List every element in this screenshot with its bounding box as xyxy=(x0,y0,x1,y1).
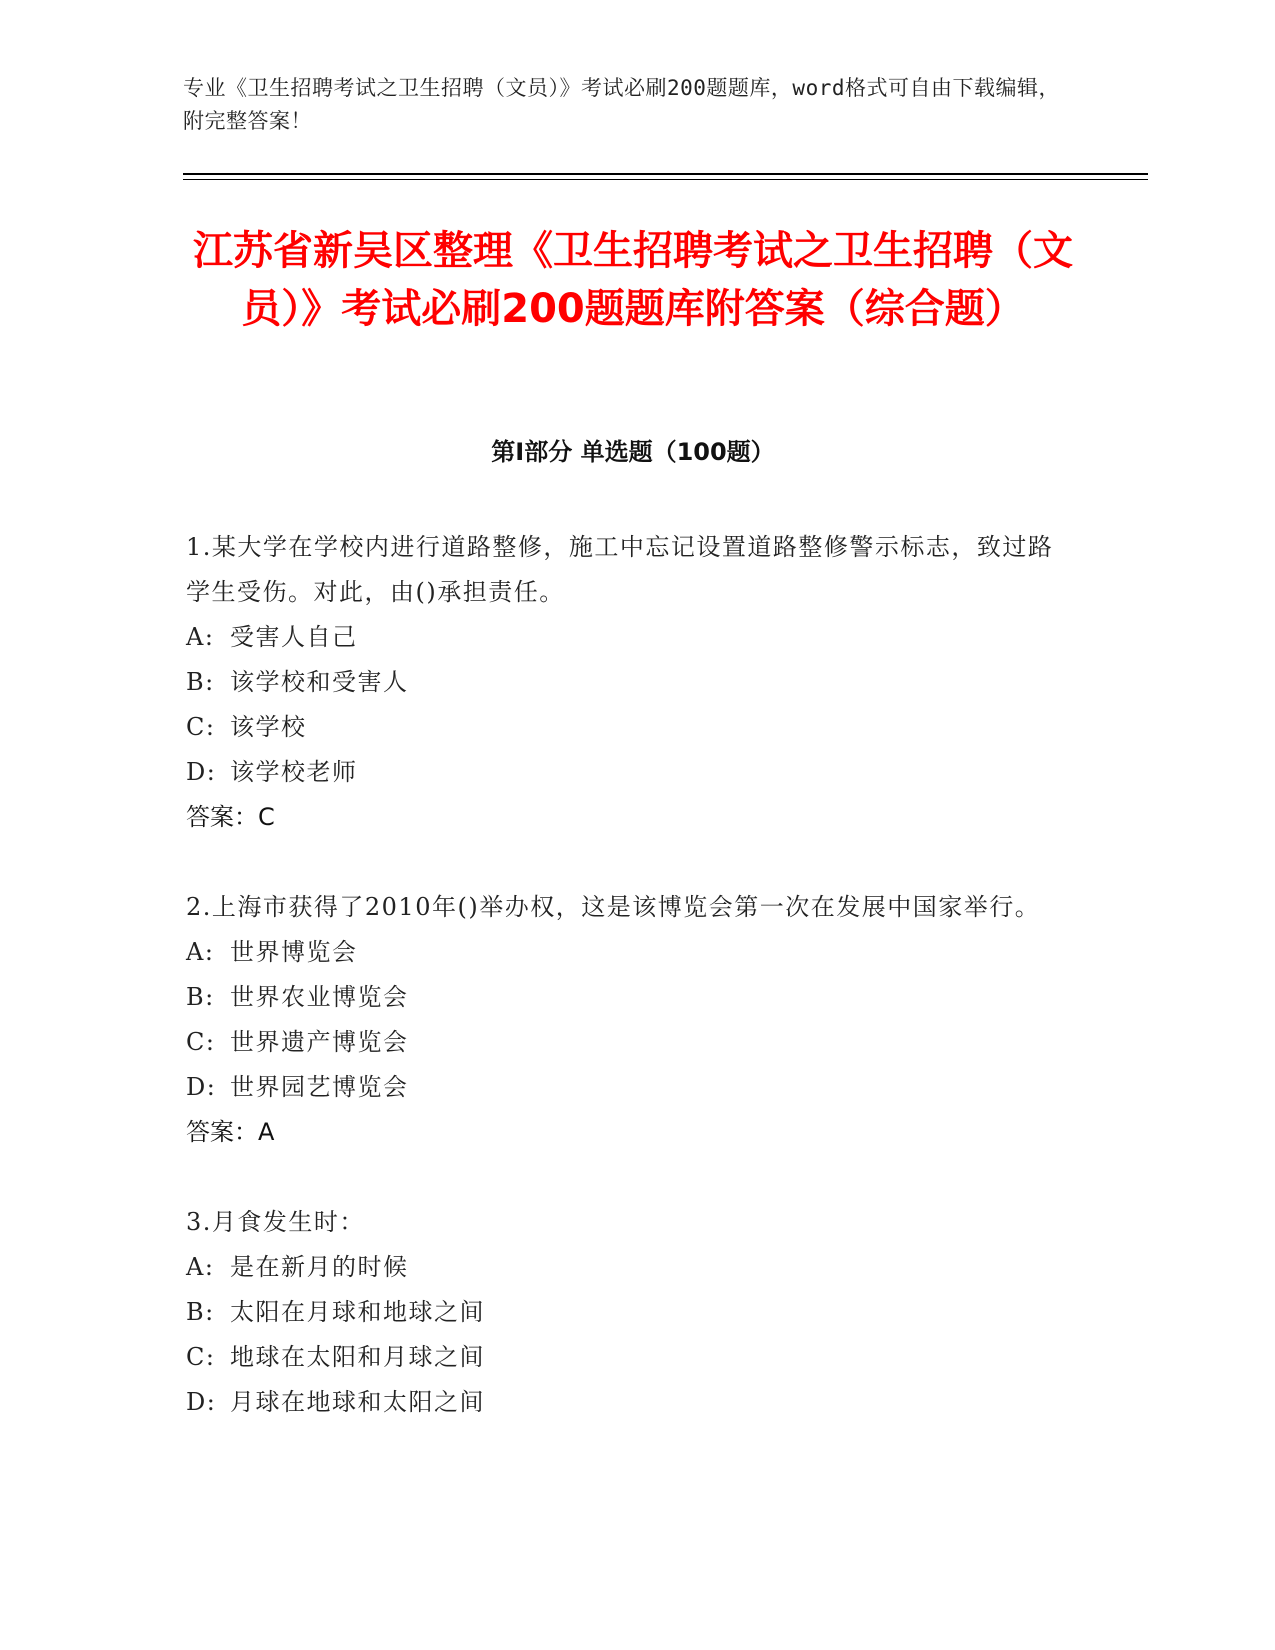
document-title: 江苏省新吴区整理《卫生招聘考试之卫生招聘（文员）》考试必刷200题题库附答案（综合题） xyxy=(193,228,1073,332)
option-d xyxy=(186,1065,1066,1110)
option-b xyxy=(186,975,1066,1020)
question-list xyxy=(186,525,1066,1470)
answer-line: 答案：C xyxy=(186,803,275,831)
option-letter: C: xyxy=(186,713,216,741)
option-text: 受害人自己 xyxy=(230,623,358,651)
option-b xyxy=(186,660,1066,705)
option-letter: B: xyxy=(186,668,215,696)
option-a xyxy=(186,615,1066,660)
question-1 xyxy=(186,525,1066,840)
option-letter: D: xyxy=(186,1388,217,1416)
option-b xyxy=(186,1290,1066,1335)
option-text: 该学校和受害人 xyxy=(230,668,409,696)
option-text: 该学校老师 xyxy=(230,758,358,786)
option-d xyxy=(186,750,1066,795)
option-text: 世界农业博览会 xyxy=(230,983,409,1011)
option-text: 是在新月的时候 xyxy=(230,1253,409,1281)
question-3 xyxy=(186,1200,1066,1425)
option-c xyxy=(186,1020,1066,1065)
option-letter: B: xyxy=(186,983,215,1011)
option-letter: A: xyxy=(186,1253,215,1281)
option-a xyxy=(186,1245,1066,1290)
question-stem: 1.某大学在学校内进行道路整修，施工中忘记设置道路整修警示标志，致过路学生受伤。对此，由()承担责任。 xyxy=(186,533,1054,606)
section-heading: 第Ⅰ部分 单选题（100题） xyxy=(491,438,775,466)
option-text: 世界遗产博览会 xyxy=(230,1028,409,1056)
option-a xyxy=(186,930,1066,975)
header-note: 专业《卫生招聘考试之卫生招聘（文员）》考试必刷200题题库，word格式可自由下载编辑，附完整答案！ xyxy=(183,76,1060,133)
option-letter: A: xyxy=(186,623,215,651)
option-letter: C: xyxy=(186,1028,216,1056)
option-text: 世界园艺博览会 xyxy=(230,1073,409,1101)
option-letter: A: xyxy=(186,938,215,966)
option-text: 太阳在月球和地球之间 xyxy=(230,1298,485,1326)
option-text: 地球在太阳和月球之间 xyxy=(230,1343,485,1371)
option-c xyxy=(186,705,1066,750)
question-stem: 2.上海市获得了2010年()举办权，这是该博览会第一次在发展中国家举行。 xyxy=(186,893,1041,921)
option-letter: C: xyxy=(186,1343,216,1371)
option-text: 月球在地球和太阳之间 xyxy=(230,1388,485,1416)
option-text: 该学校 xyxy=(230,713,307,741)
option-d xyxy=(186,1380,1066,1425)
option-c xyxy=(186,1335,1066,1380)
option-letter: D: xyxy=(186,758,217,786)
option-letter: B: xyxy=(186,1298,215,1326)
answer-line: 答案：A xyxy=(186,1118,275,1146)
question-stem: 3.月食发生时： xyxy=(186,1208,365,1236)
header-divider-thin xyxy=(183,179,1148,180)
header-divider-thick xyxy=(183,173,1148,175)
question-2 xyxy=(186,885,1066,1155)
option-letter: D: xyxy=(186,1073,217,1101)
option-text: 世界博览会 xyxy=(230,938,358,966)
